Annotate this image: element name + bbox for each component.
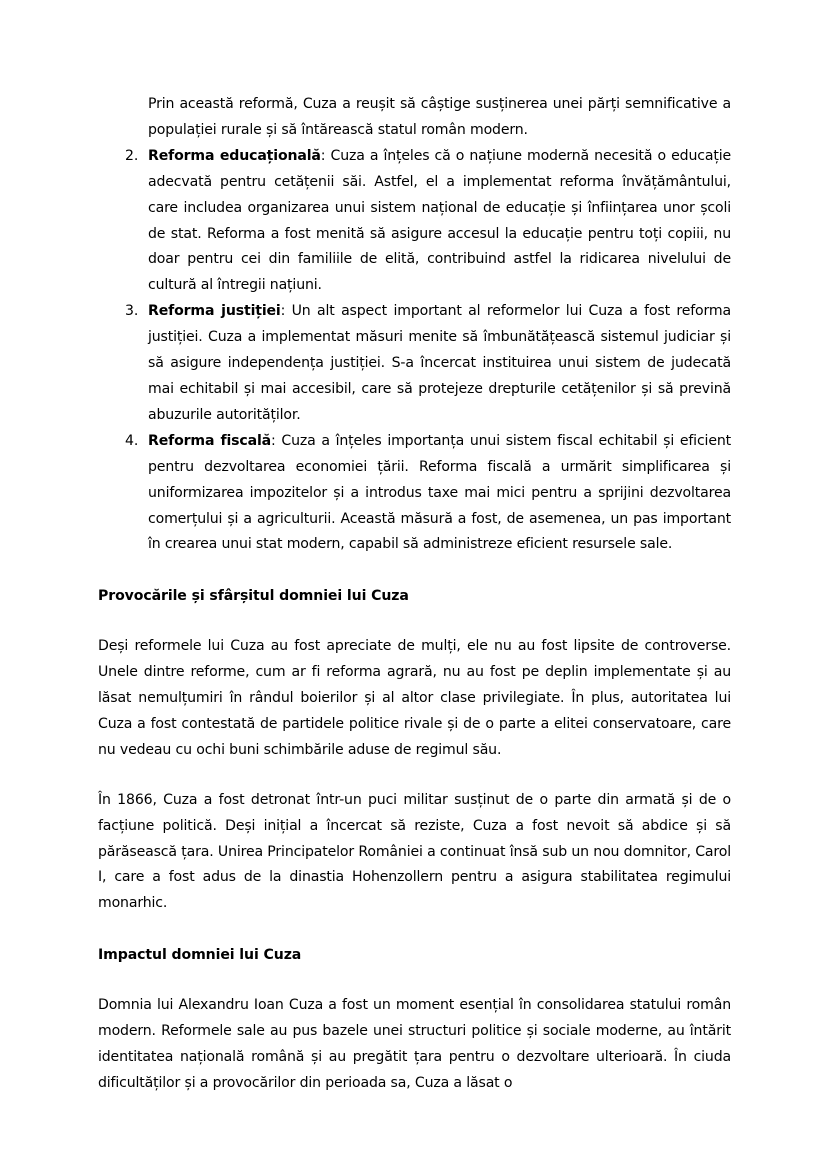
spacer <box>98 764 731 788</box>
list-item-body: : Cuza a înțeles că o națiune modernă necesită o educație adecvată pentru cetățenii săi. Astfel, el a implementat reforma învățământului, care includea organizarea unui sistem național de educație și înființarea unor școli de stat. Reforma a fost menită să asigure accesul la educație pentru toți copiii, nu doar pentru cei din familiile de elită, contribuind astfel la ridicarea nivelului de cultură al întregii națiuni. <box>148 147 732 294</box>
section-paragraph: Domnia lui Alexandru Ioan Cuza a fost un moment esențial în consolidarea statului român modern. Reformele sale au pus bazele unei structuri politice și sociale moderne, au întărit identitatea națională română și au pregătit țara pentru o dezvoltare ulterioară. În ciuda dificultăților și a provocărilor din perioada sa, Cuza a lăsat o <box>98 997 731 1091</box>
list-item-number: 3. <box>125 303 139 320</box>
list-item-lead-label: Reforma fiscală <box>148 432 272 449</box>
section-heading-challenges: Provocările și sfârșitul domniei lui Cuza <box>98 588 409 605</box>
spacer <box>98 558 731 584</box>
list-item-number: 2. <box>125 147 139 164</box>
section-paragraph: În 1866, Cuza a fost detronat într-un puci militar susținut de o parte din armată și de o facțiune politică. Deși inițial a încercat să reziste, Cuza a fost nevoit să abdice și să părăsească țara. Unirea Principatelor României a continuat însă sub un nou domnitor, Carol I, care a fost adus de la dinastia Hohenzollern pentru a asigura stabilitatea regimului monarhic. <box>98 791 731 912</box>
spacer <box>98 917 731 943</box>
continuation-paragraph: Prin această reformă, Cuza a reușit să câștige susținerea unei părți semnificative a populației rurale și să întărească statul român modern. <box>148 96 731 138</box>
section-paragraph: Deși reformele lui Cuza au fost apreciate de mulți, ele nu au fost lipsite de controverse. Unele dintre reforme, cum ar fi reforma agrară, nu au fost pe deplin implementate și au lăsat nemulțumiri în rândul boierilor și al altor clase privilegiate. În plus, autoritatea lui Cuza a fost contestată de partidele politice rivale și de o parte a elitei conservatoare, care nu vedeau cu ochi buni schimbările aduse de regimul său. <box>98 638 731 758</box>
list-item-body: : Cuza a înțeles importanța unui sistem fiscal echitabil și eficient pentru dezvoltarea economiei țării. Reforma fiscală a urmărit simplificarea și uniformizarea impozitelor și a introdus taxe mai mici pentru a sprijini dezvoltarea comerțului și a agriculturii. Această măsură a fost, de asemenea, un pas important în crearea unui stat modern, capabil să administreze eficient resursele sale. <box>148 432 731 553</box>
list-item <box>98 429 731 559</box>
list-item-text <box>148 144 731 299</box>
spacer <box>98 969 731 993</box>
section-heading-impact: Impactul domniei lui Cuza <box>98 947 302 964</box>
list-item-number: 4. <box>125 432 139 449</box>
list-item <box>98 299 731 429</box>
document-body <box>98 92 731 1097</box>
list-item-lead-label: Reforma educațională <box>148 147 321 164</box>
spacer <box>98 610 731 634</box>
list-item <box>98 144 731 299</box>
list-item-lead-label: Reforma justiției <box>148 303 281 320</box>
list-item-text <box>148 429 731 559</box>
list-item-text <box>148 299 731 429</box>
reform-list <box>98 144 731 559</box>
list-item-body: : Un alt aspect important al reformelor lui Cuza a fost reforma justiției. Cuza a implementat măsuri menite să îmbunătățească sistemul judiciar și să asigure independența justiției. S-a încercat instituirea unui sistem de judecată mai echitabil și mai accesibil, care să protejeze drepturile cetățenilor și să prevină abuzurile autorităților. <box>148 303 731 423</box>
